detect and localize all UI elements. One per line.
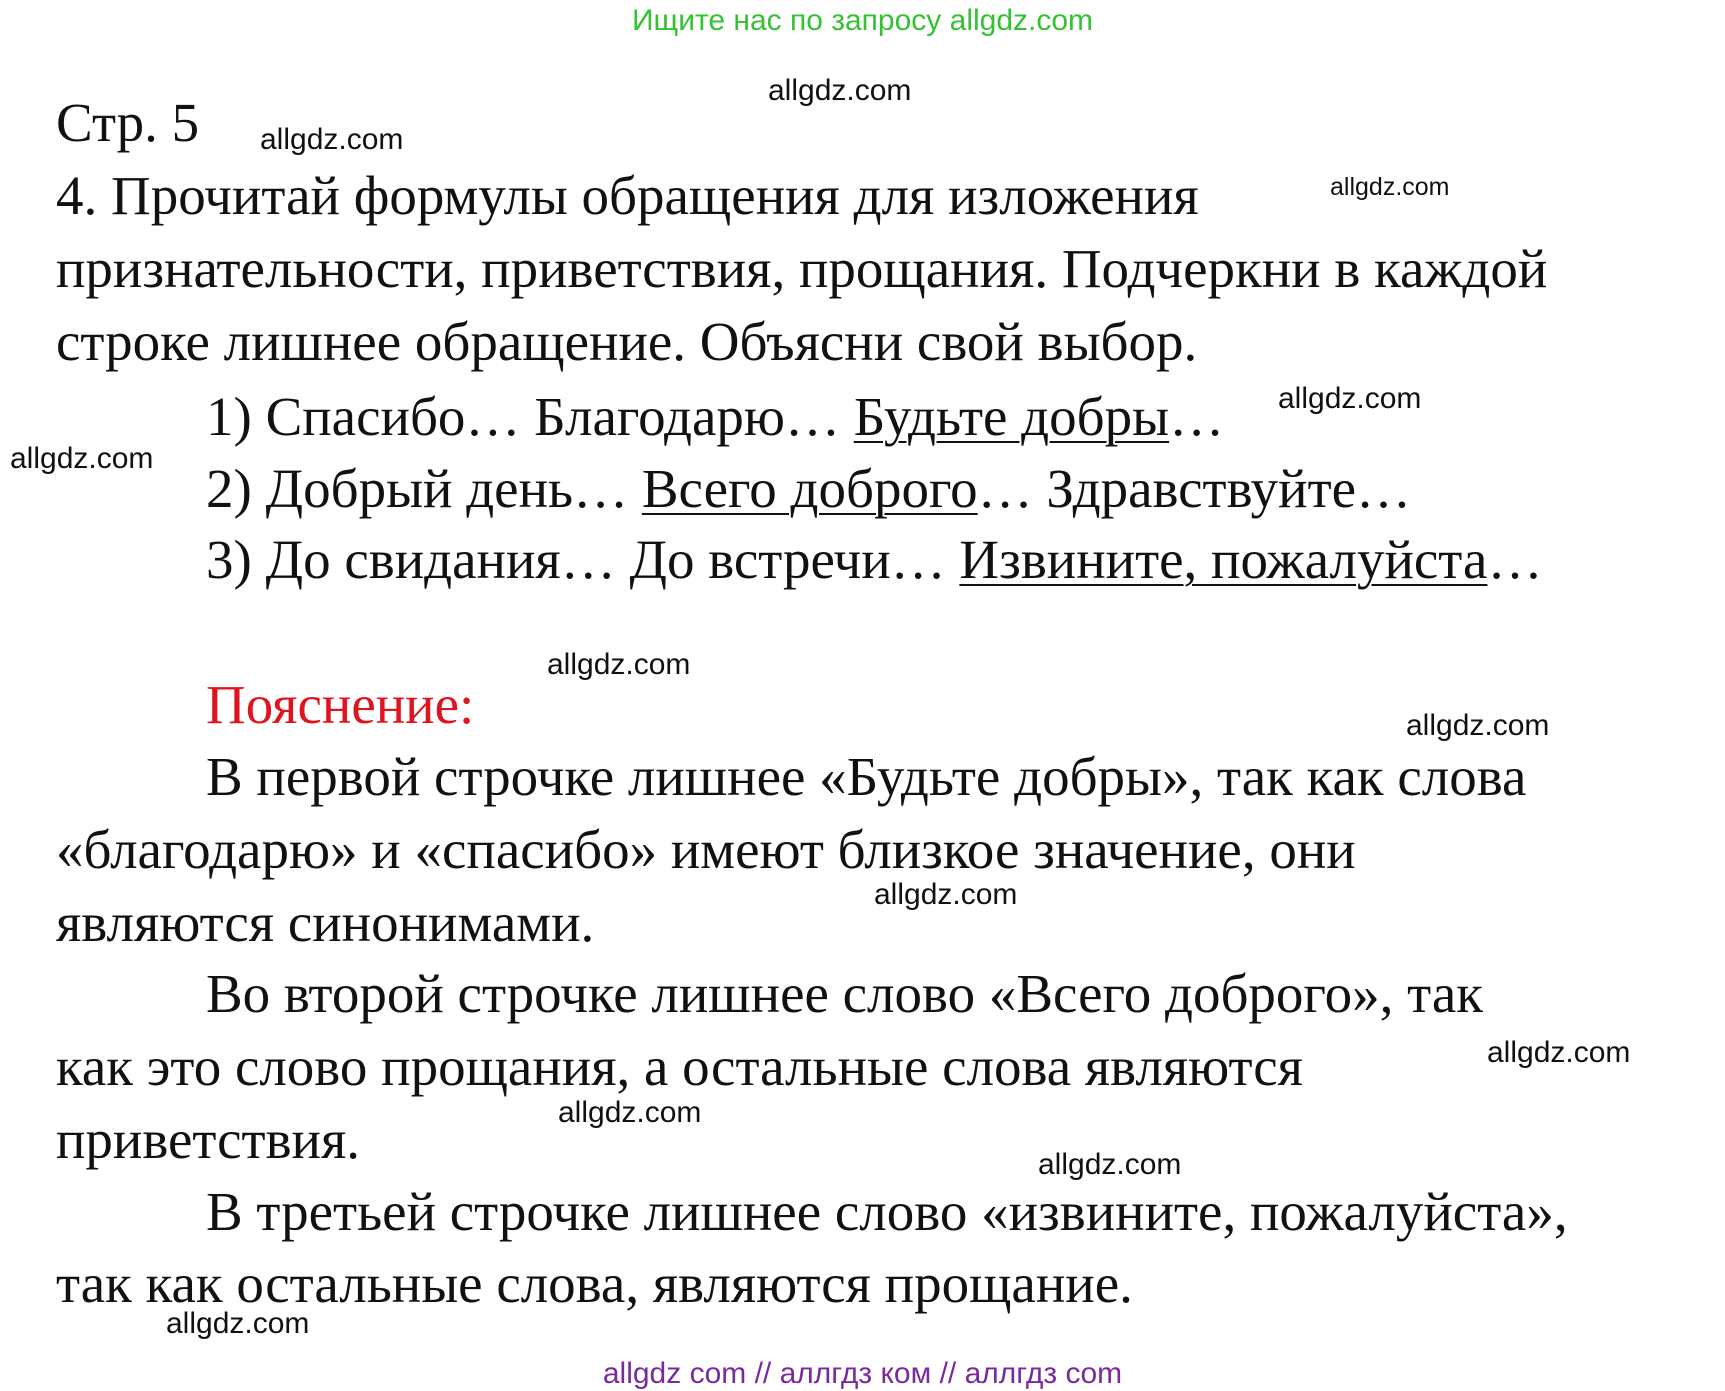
- task-line: 4. Прочитай формулы обращения для изложения: [56, 165, 1199, 226]
- explanation-line: В первой строчке лишнее «Будьте добры», так как слова: [206, 746, 1527, 807]
- row-text: 2) Добрый день…: [206, 458, 642, 519]
- watermark: allgdz.com: [547, 648, 691, 681]
- option-row-1: [206, 386, 1225, 447]
- underlined-answer: Будьте добры: [853, 386, 1170, 447]
- watermark: allgdz.com: [558, 1096, 702, 1129]
- row-text: 1) Спасибо… Благодарю…: [206, 386, 854, 447]
- watermark: allgdz.com: [1038, 1148, 1182, 1181]
- row-text: … Здравствуйте…: [977, 458, 1412, 519]
- watermark: allgdz.com: [1278, 382, 1422, 415]
- task-line: признательности, приветствия, прощания. Подчеркни в каждой: [56, 238, 1548, 299]
- explanation-line: как это слово прощания, а остальные слова являются: [56, 1036, 1303, 1097]
- explanation-line: являются синонимами.: [56, 892, 595, 953]
- underlined-answer: Всего доброго: [641, 458, 978, 519]
- explanation-line: так как остальные слова, являются прощание.: [56, 1253, 1133, 1314]
- row-text: 3) До свидания… До встречи…: [206, 529, 960, 590]
- explanation-line: В третьей строчке лишнее слово «извините, пожалуйста»,: [206, 1181, 1568, 1242]
- option-row-2: [206, 458, 1412, 519]
- watermark: allgdz.com: [1406, 709, 1550, 742]
- row-text: …: [1487, 529, 1543, 590]
- explanation-line: приветствия.: [56, 1109, 361, 1170]
- watermark: allgdz.com: [1330, 173, 1450, 201]
- watermark: allgdz.com: [1487, 1036, 1631, 1069]
- watermark: allgdz.com: [260, 123, 404, 156]
- bottom-banner[interactable]: allgdz com // аллгдз ком // аллгдз com: [602, 1357, 1123, 1390]
- explanation-line: Во второй строчке лишнее слово «Всего доброго», так: [206, 963, 1483, 1024]
- task-line: строке лишнее обращение. Объясни свой выбор.: [56, 311, 1198, 372]
- watermark: allgdz.com: [874, 878, 1018, 911]
- watermark: allgdz.com: [768, 74, 912, 107]
- watermark: allgdz.com: [166, 1307, 310, 1340]
- row-text: …: [1169, 386, 1225, 447]
- watermark: allgdz.com: [10, 442, 154, 475]
- underlined-answer: Извините, пожалуйста: [959, 529, 1488, 590]
- top-banner[interactable]: Ищите нас по запросу allgdz.com: [631, 4, 1094, 37]
- explanation-line: «благодарю» и «спасибо» имеют близкое значение, они: [56, 819, 1356, 880]
- page-label: Стр. 5: [56, 92, 200, 153]
- option-row-3: [206, 529, 1543, 590]
- explanation-heading: Пояснение:: [206, 674, 475, 735]
